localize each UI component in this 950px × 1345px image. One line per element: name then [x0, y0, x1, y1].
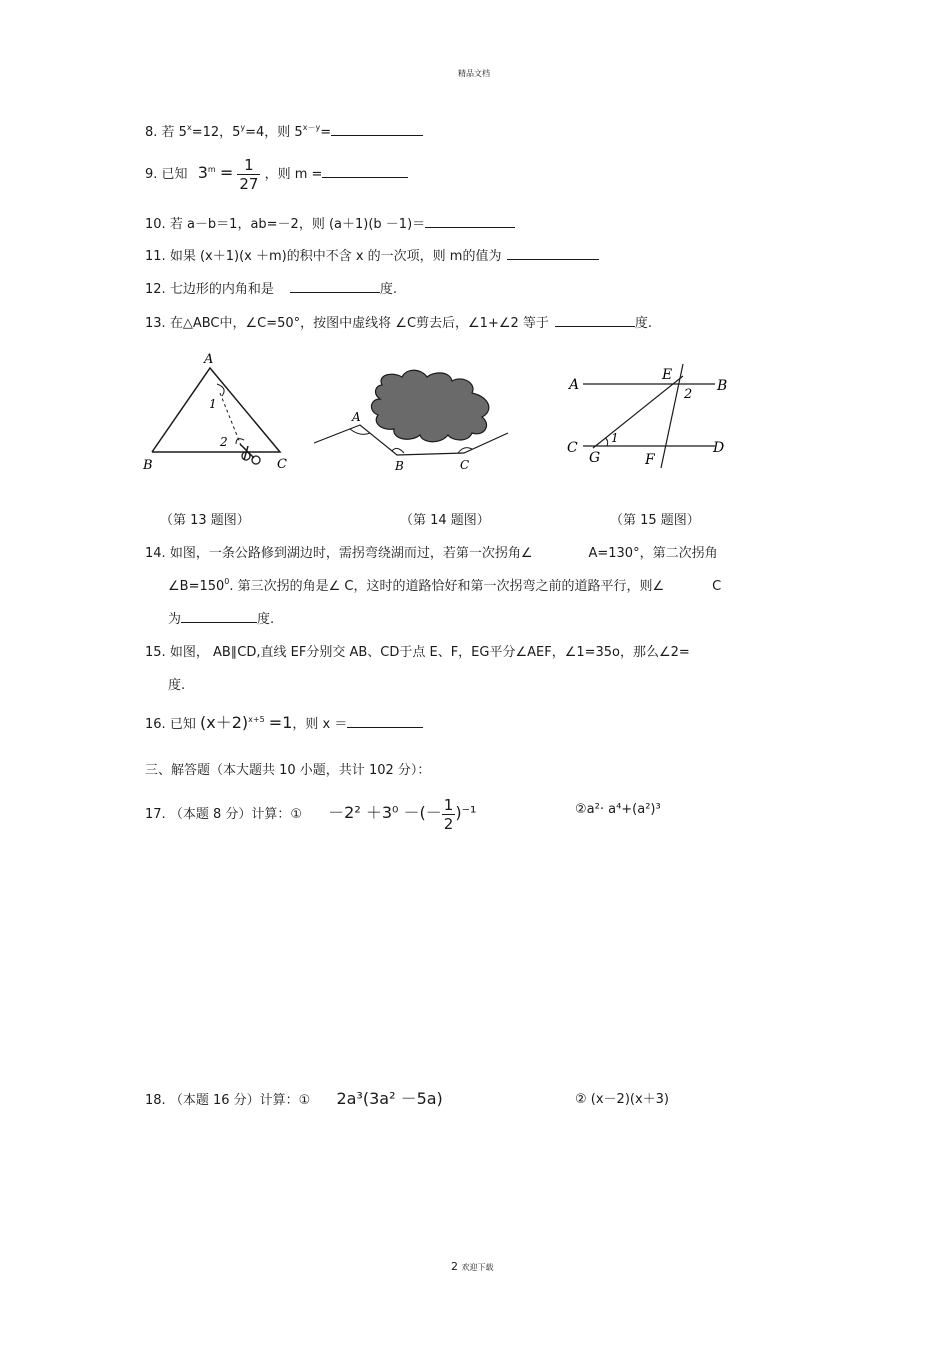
question-18-part2: ② (x－2)(x＋3): [575, 1092, 670, 1107]
figure-15-parallel-lines: [565, 362, 735, 472]
svg-text:1: 1: [611, 431, 619, 445]
svg-text:F: F: [645, 452, 655, 468]
question-15-line1: 15. 如图， AB∥CD,直线 EF分别交 AB、CD于点 E、F，EG平分∠AEF，∠1=35o，那么∠2=: [145, 645, 690, 660]
svg-text:B: B: [717, 378, 728, 394]
section-3-heading: 三、解答题（本大题共 10 小题，共计 102 分）：: [145, 763, 431, 778]
svg-text:B: B: [143, 458, 153, 473]
svg-text:B: B: [395, 459, 404, 473]
svg-text:A: A: [352, 410, 361, 424]
question-text: 若 5: [161, 125, 187, 140]
svg-text:2: 2: [684, 387, 693, 402]
page-footer: 2 欢迎下载: [451, 1260, 494, 1273]
question-17: 17. （本题 8 分）计算：① －2² ＋3⁰ －(－ $\frac{1}{2}$ )⁻¹: [145, 796, 477, 833]
question-16: 16. 已知 $(x+2)^{x+5} =1$，则 x ＝: [145, 710, 423, 733]
answer-blank[interactable]: [181, 610, 257, 623]
question-11: 11. 如果 (x＋1)(x ＋m)的积中不含 x 的一次项，则 m的值为: [145, 245, 599, 264]
question-13: 13. 在△ABC中，∠C=50°，按图中虚线将 ∠C剪去后，∠1+∠2 等于 度.: [145, 316, 653, 331]
question-number: 9.: [145, 167, 158, 182]
caption-fig14: （第 14 题图）: [400, 513, 490, 528]
svg-text:C: C: [277, 457, 287, 472]
answer-blank[interactable]: [322, 165, 408, 178]
caption-fig13: （第 13 题图）: [160, 513, 250, 528]
svg-text:C: C: [460, 458, 470, 472]
question-17-part2: ②a²· a⁴+(a²)³: [575, 802, 661, 817]
scissors-icon: [240, 444, 260, 464]
svg-text:2: 2: [220, 435, 228, 449]
question-9: 9. 已知 3$^m$ = $\frac{1}{27}$ ，则 m =: [145, 156, 408, 193]
answer-blank[interactable]: [331, 123, 423, 136]
svg-text:A: A: [569, 377, 580, 393]
question-14-line3: 为 度.: [168, 612, 275, 627]
svg-text:A: A: [204, 352, 214, 367]
fraction: $\frac{1}{27}$: [239, 156, 259, 193]
figure-14-road: [312, 365, 517, 477]
caption-fig15: （第 15 题图）: [610, 513, 700, 528]
answer-blank[interactable]: [290, 280, 380, 293]
fraction: $\frac{1}{2}$: [443, 796, 454, 833]
question-18: 18. （本题 16 分）计算：① 2a³(3a² －5a): [145, 1089, 443, 1108]
svg-text:C: C: [567, 440, 578, 456]
answer-blank[interactable]: [425, 215, 515, 228]
answer-blank[interactable]: [347, 715, 423, 728]
question-14-line1: 14. 如图，一条公路修到湖边时，需拐弯绕湖而过，若第一次拐角∠ A=130°，第二次拐角: [145, 546, 718, 561]
question-12: 12. 七边形的内角和是 度.: [145, 282, 397, 297]
question-number: 8.: [145, 125, 158, 140]
svg-text:E: E: [662, 367, 673, 383]
question-8: 8. 若 $5^x=12$，$5^y=4$，则 $5^{x-y}=$: [145, 121, 423, 140]
lake-shape: [371, 370, 488, 442]
figure-13-triangle: [140, 348, 300, 473]
question-15-line2: 度.: [168, 678, 186, 693]
page-number: 2: [451, 1260, 458, 1273]
svg-text:D: D: [713, 440, 725, 456]
answer-blank[interactable]: [507, 247, 599, 260]
svg-text:G: G: [589, 450, 601, 466]
svg-text:1: 1: [209, 397, 217, 411]
answer-blank[interactable]: [555, 314, 635, 327]
question-text: 已知: [161, 167, 188, 182]
question-14-line2: $\angle B=150^0$. 第三次拐的角是∠ C，这时的道路恰好和第一次拐弯之前的道路平行，则∠ C: [168, 577, 722, 594]
page-header: 精品文档: [458, 69, 490, 78]
question-10: 10. 若 a－b＝1，ab=－2，则 (a＋1)(b －1)＝: [145, 213, 515, 232]
